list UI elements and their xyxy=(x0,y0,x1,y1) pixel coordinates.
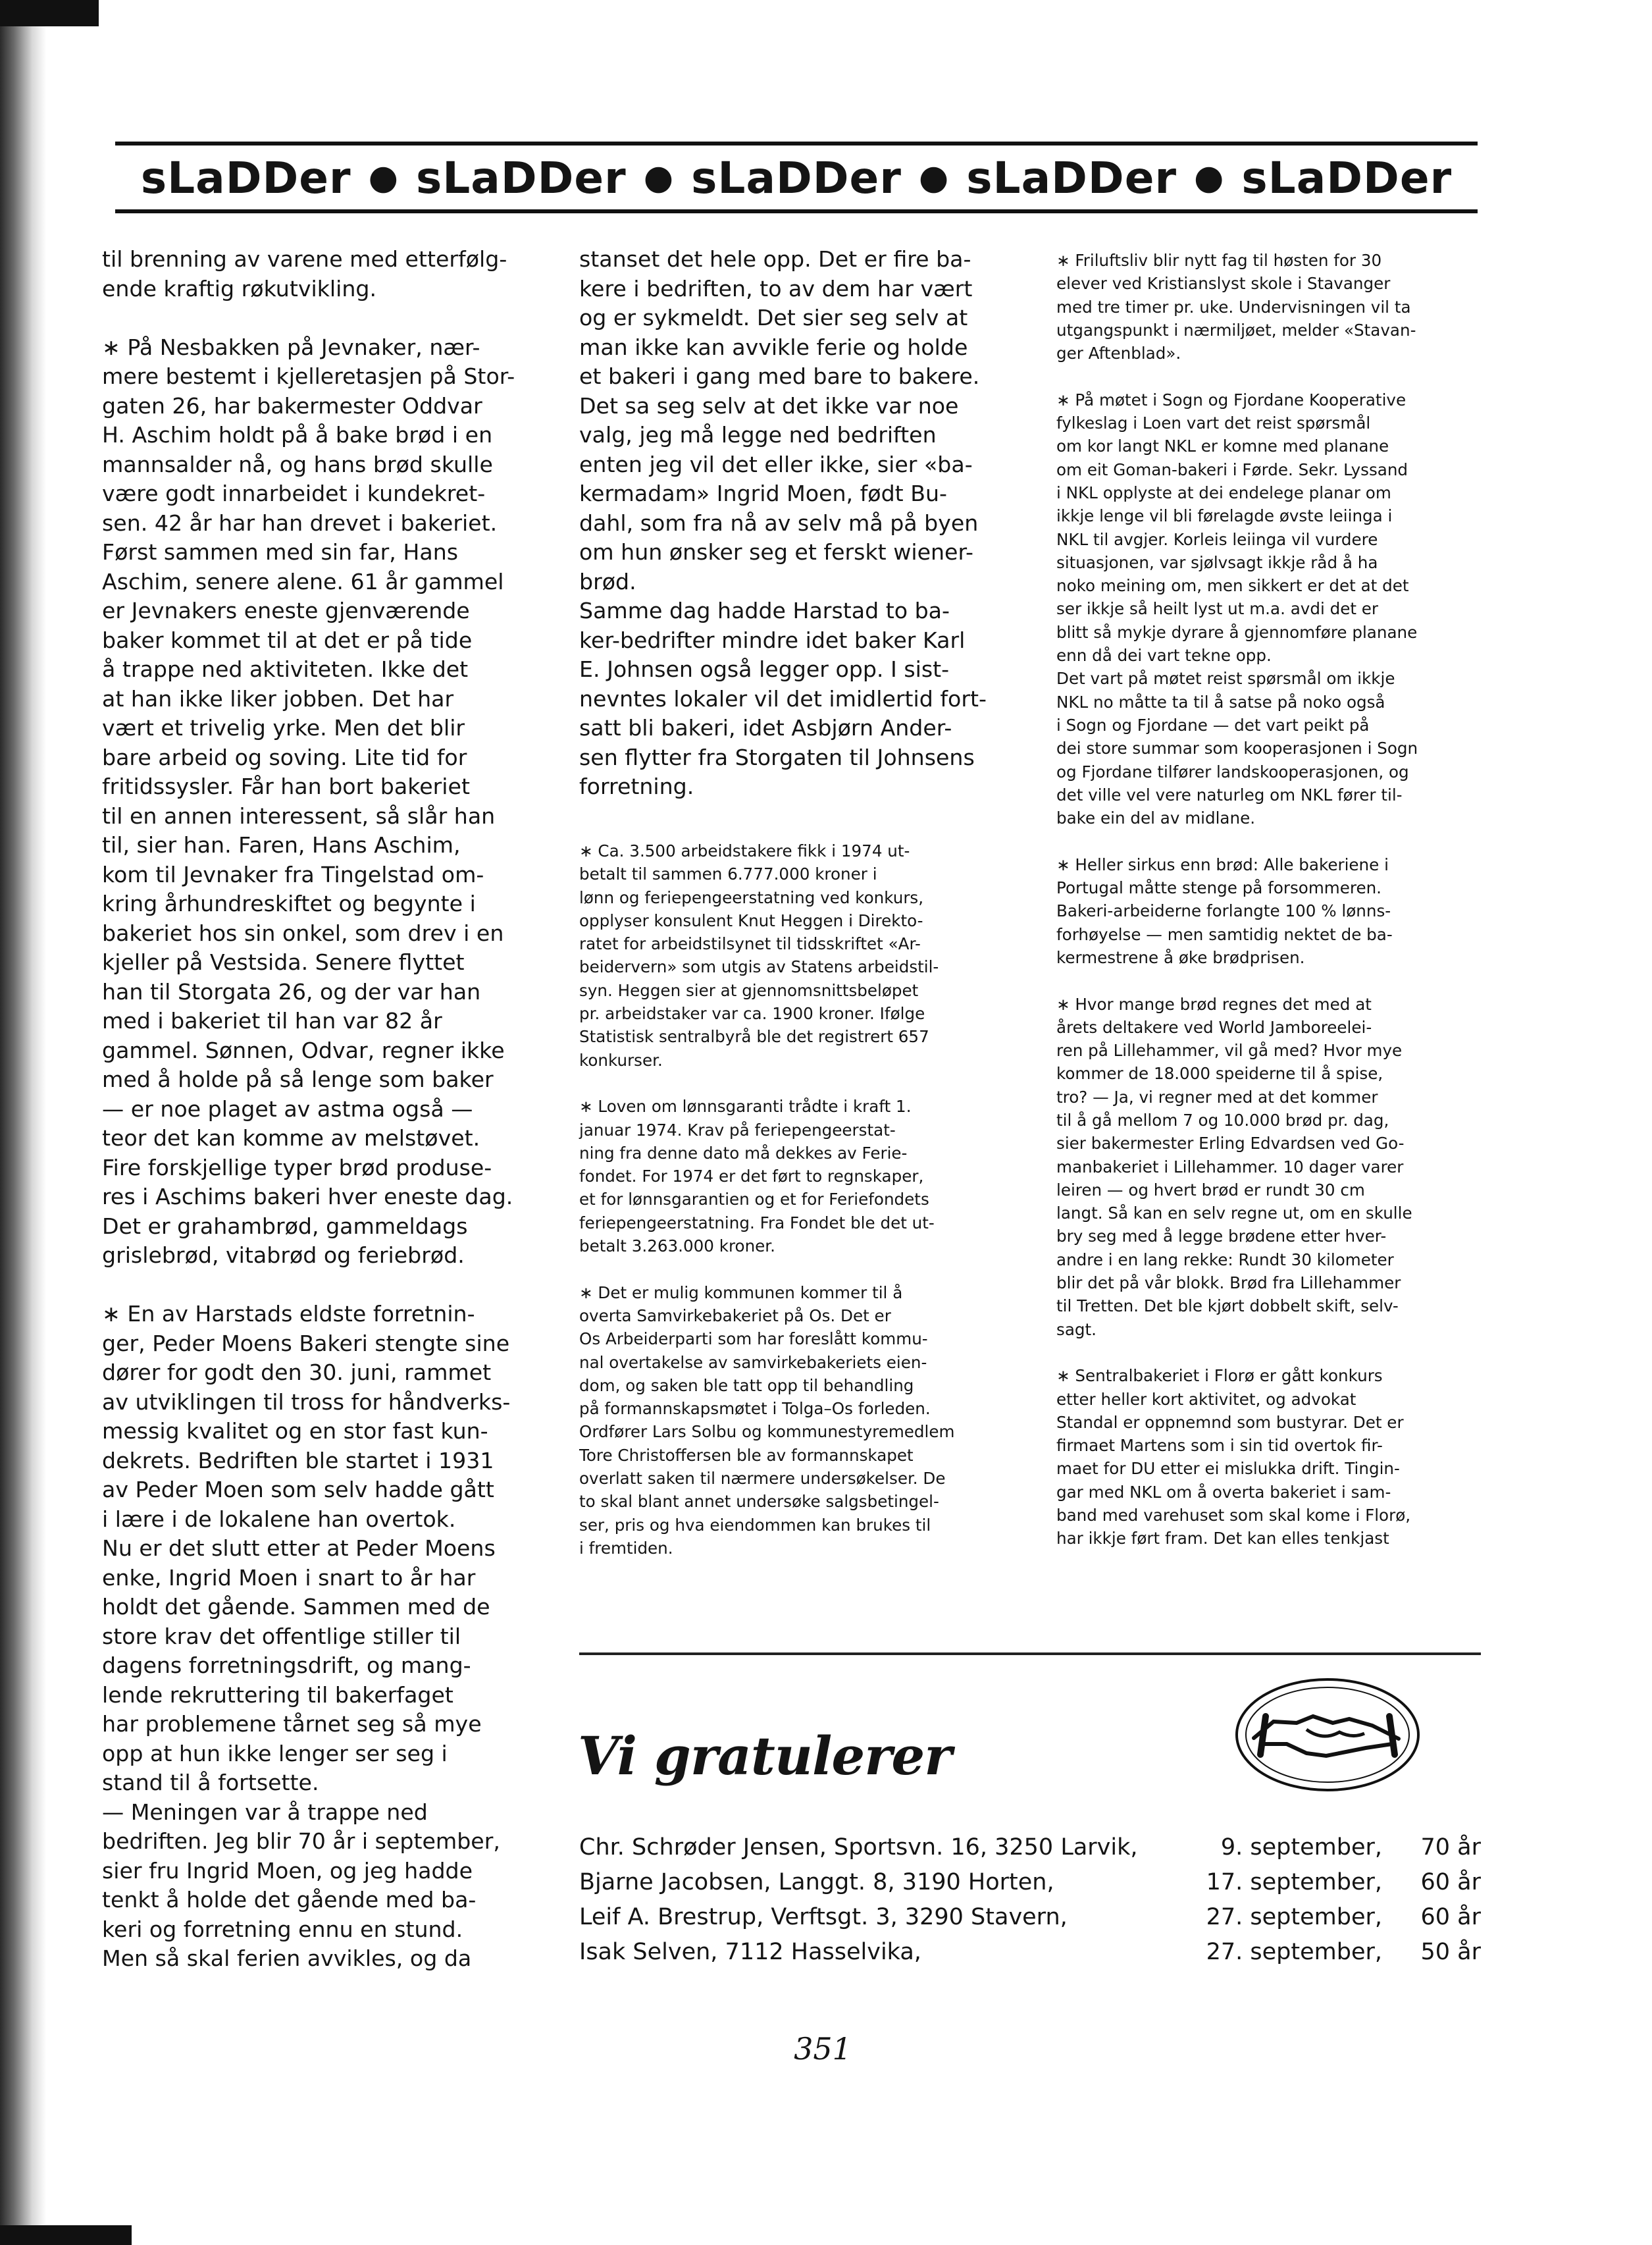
congrats-entry-name: Leif A. Brestrup, Verftsgt. 3, 3290 Stavern, xyxy=(579,1904,1068,1930)
news-notes-column-3: ∗ Friluftsliv blir nytt fag til høsten for 30 elever ved Kristianslyst skole i Stavanger med tre timer pr. uke. Undervisningen vil ta utgangspunkt i nærmiljøet, melder «Stavan- ger Aftenblad». ∗ På møtet i Sogn og Fjordane Kooperative fylkeslag i Loen vart det reist spørsmål om kor langt NKL er komne med planane om eit Goman-bakeri i Førde. Sekr. Lyssand i NKL opplyste at dei endelege planar om ikkje lenge vil bli førelagde øvste leiinga i NKL til avgjer. Korleis leiinga vil vurdere situasjonen, var sjølvsagt ikkje råd å ha noko meining om, men sikkert er det at det ser ikkje så heilt lyst ut m.a. avdi det er blitt så mykje dyrare å gjennomføre planane enn då dei vart tekne opp. Det vart på møtet reist spørsmål om ikkje NKL no måtte ta til å satse på noko også i Sogn og Fjordane — det vart peikt på dei store summar som kooperasjonen i Sogn og Fjordane tilfører landskooperasjonen, og det ville vel vere naturleg om NKL fører til- bake ein del av midlane. ∗ Heller sirkus enn brød: Alle bakeriene i Portugal måtte stenge på forsommeren. Bakeri-arbeiderne forlangte 100 % lønns- forhøyelse — men samtidig nektet de ba- kermestrene å øke brødprisen. ∗ Hvor mange brød regnes det med at årets deltakere ved World Jamboreelei- ren på Lillehammer, vil gå med? Hvor mye kommer de 18.000 speiderne til å spise, tro? — Ja, vi regner med at det kommer til å gå mellom 7 og 10.000 brød pr. dag, sier bakermester Erling Edvardsen ved Go- manbakeriet i Lillehammer. 10 dager varer leiren — og hvert brød er rundt 30 cm langt. Så kan en selv regne ut, om en skulle bry seg med å legge brødene etter hver- andre i en lang rekke: Rundt 30 kilometer blir det på vår blokk. Brød fra Lillehammer til Tretten. Det ble kjørt dobbelt skift, selv- sagt. ∗ Sentralbakeriet i Florø er gått konkurs etter heller kort aktivitet, og advokat Standal er oppnemnd som bustyrar. Det er firmaet Martens som i sin tid overtok fir- maet for DU etter ei mislukka drift. Tingin- gar med NKL om å overta bakeriet i sam- band med varehuset som skal kome i Florø, har ikkje ført fram. Det kan elles tenkjast xyxy=(1056,251,1418,1548)
congrats-entry-age: 60 år xyxy=(1420,1904,1481,1930)
congrats-divider xyxy=(579,1652,1481,1655)
congrats-entry-age: 70 år xyxy=(1420,1834,1481,1861)
page-number: 351 xyxy=(794,2031,852,2067)
scan-corner-bottom xyxy=(0,2225,132,2245)
congrats-entry-name: Chr. Schrøder Jensen, Sportsvn. 16, 3250 Larvik, xyxy=(579,1834,1138,1861)
congrats-entry-age: 50 år xyxy=(1420,1939,1481,1965)
congrats-entry-date: 17. september, xyxy=(1206,1869,1382,1895)
page-binding-shadow xyxy=(0,0,46,2245)
congrats-entry-date: 27. september, xyxy=(1206,1904,1382,1930)
article-column-2: stanset det hele opp. Det er fire ba- kere i bedriften, to av dem har vært og er sykmeldt. Det sier seg selv at man ikke kan avvikle ferie og holde et bakeri i gang med bare to bakere. Det sa seg selv at det ikke var noe valg, jeg må legge ned bedriften enten jeg vil det eller ikke, sier «ba- kermadam» Ingrid Moen, født Bu- dahl, som fra nå av selv må på byen om hun ønsker seg et ferskt wiener- brød. Samme dag hadde Harstad to ba- ker-bedrifter mindre idet baker Karl E. Johnsen også legger opp. I sist- nevntes lokaler vil det imidlertid fort- satt bli bakeri, idet Asbjørn Ander- sen flytter fra Storgaten til Johnsens forretning. xyxy=(579,246,987,799)
banner-separator: ● xyxy=(918,158,950,198)
banner-separator: ● xyxy=(643,158,675,198)
congrats-entry-age: 60 år xyxy=(1420,1869,1481,1895)
banner-rule-bottom xyxy=(115,209,1478,213)
congrats-entry-date: 27. september, xyxy=(1206,1939,1382,1965)
banner-word: sLaDDer xyxy=(691,152,902,203)
banner-word: sLaDDer xyxy=(1241,152,1453,203)
banner-separator: ● xyxy=(368,158,399,198)
congrats-entry-name: Isak Selven, 7112 Hasselvika, xyxy=(579,1939,921,1965)
banner-word: sLaDDer xyxy=(140,152,351,203)
sladder-banner xyxy=(115,146,1478,209)
news-notes-column-2: ∗ Ca. 3.500 arbeidstakere fikk i 1974 ut- betalt til sammen 6.777.000 kroner i lønn og feriepengeerstatning ved konkurs, opplyser konsulent Knut Heggen i Direkto- ratet for arbeidstilsynet til tidsskriftet «Ar- beidervern» som utgis av Statens arbeidstil- syn. Heggen sier at gjennomsnittsbeløpet pr. arbeidstaker var ca. 1900 kroner. Ifølge Statistisk sentralbyrå ble det registrert 657 konkurser. ∗ Loven om lønnsgaranti trådte i kraft 1. januar 1974. Krav på feriepengeerstat- ning fra denne dato må dekkes av Ferie- fondet. For 1974 er det ført to regnskaper, et for lønnsgarantien og et for Feriefondets feriepengeerstatning. Fra Fondet ble det ut- betalt 3.263.000 kroner. ∗ Det er mulig kommunen kommer til å overta Samvirkebakeriet på Os. Det er Os Arbeiderparti som har foreslått kommu- nal overtakelse av samvirkebakeriets eien- dom, og saken ble tatt opp til behandling på formannskapsmøtet i Tolga–Os forleden. Ordfører Lars Solbu og kommunestyremedlem Tore Christoffersen ble av formannskapet overlatt saken til nærmere undersøkelser. De to skal blant annet undersøke salgsbetingel- ser, pris og hva eiendommen kan brukes til i fremtiden. xyxy=(579,841,955,1558)
banner-separator: ● xyxy=(1194,158,1225,198)
congrats-entry-name: Bjarne Jacobsen, Langgt. 8, 3190 Horten, xyxy=(579,1869,1054,1895)
handshake-emblem-icon xyxy=(1234,1676,1422,1794)
banner-rule-top xyxy=(115,142,1478,145)
banner-word: sLaDDer xyxy=(966,152,1177,203)
scan-corner-top xyxy=(0,0,99,26)
congrats-title: Vi gratulerer xyxy=(578,1725,952,1787)
congrats-entry-date: 9. september, xyxy=(1220,1834,1382,1861)
banner-word: sLaDDer xyxy=(415,152,627,203)
article-column-1: til brenning av varene med etterfølg- ende kraftig røkutvikling. ∗ På Nesbakken på Jevnaker, nær- mere bestemt i kjelleretasjen på Stor- gaten 26, har bakermester Oddvar H. Aschim holdt på å bake brød i en mannsalder nå, og hans brød skulle være godt innarbeidet i kundekret- sen. 42 år har han drevet i bakeriet. Først sammen med sin far, Hans Aschim, senere alene. 61 år gammel er Jevnakers eneste gjenværende baker kommet til at det er på tide å trappe ned aktiviteten. Ikke det at han ikke liker jobben. Det har vært et trivelig yrke. Men det blir bare arbeid og soving. Lite tid for fritidssysler. Får han bort bakeriet til en annen interessent, så slår han til, sier han. Faren, Hans Aschim, kom til Jevnaker fra Tingelstad om- kring århundreskiftet og begynte i bakeriet hos sin onkel, som drev i en kjeller på Vestsida. Senere flyttet han til Storgata 26, og der var han med i bakeriet til han var 82 år gammel. Sønnen, Odvar, regner ikke med å holde på så lenge som baker — er noe plaget av astma også — teor det kan komme av melstøvet. Fire forskjellige typer brød produse- res i Aschims bakeri hver eneste dag. Det er grahambrød, gammeldags grislebrød, vitabrød og feriebrød. ∗ En av Harstads eldste forretnin- ger, Peder Moens Bakeri stengte sine dører for godt den 30. juni, rammet av utviklingen til tross for håndverks- messig kvalitet og en stor fast kun- dekrets. Bedriften ble startet i 1931 av Peder Moen som selv hadde gått i lære i de lokalene han overtok. Nu er det slutt etter at Peder Moens enke, Ingrid Moen i snart to år har holdt det gående. Sammen med de store krav det offentlige stiller til dagens forretningsdrift, og mang- lende rekruttering til bakerfaget har problemene tårnet seg så mye opp at hun ikke lenger ser seg i stand til å fortsette. — Meningen var å trappe ned bedriften. Jeg blir 70 år i september, sier fru Ingrid Moen, og jeg hadde tenkt å holde det gående med ba- keri og forretning ennu en stund. Men så skal ferien avvikles, og da xyxy=(102,246,515,1971)
